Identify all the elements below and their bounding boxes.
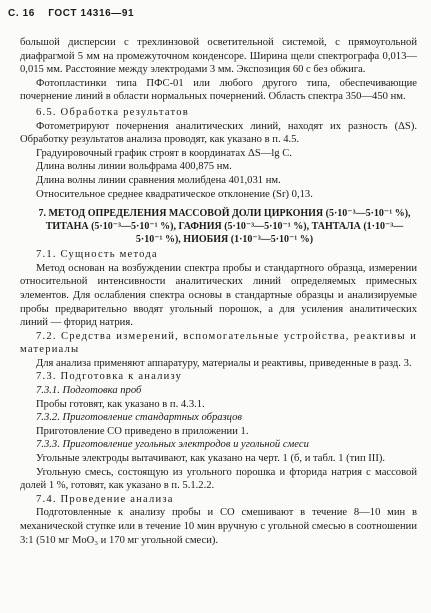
section-heading: 7.1. Сущность метода [36,249,158,261]
document-body [20,36,417,607]
paragraph: Градуировочный график строят в координатах ΔS—lg C. [36,147,292,159]
paragraph: Приготовление СО приведено в приложении 1. [36,425,249,437]
standard-code: ГОСТ 14316—91 [48,8,135,19]
paragraph: Угольную смесь, состоящую из угольного порошка и фторида натрия с массовой долей 1 %, готовят, как указано в п. 5.1.2.2. [20,466,417,492]
paragraph: большой дисперсии с трехлинзовой осветительной системой, с прямоугольной диафрагмой 5 мм на промежуточном конденсоре. Ширина щели спектрографа 0,013—0,015 мм. Расстояние между электродами 3 мм. Экспозиция 60 с без обжига. [20,37,417,76]
paragraph: Угольные электроды вытачивают, как указано на черт. 1 (б, и табл. 1 (тип III). [36,453,386,465]
page-header [8,8,144,24]
paragraph: Длина волны линии сравнения молибдена 401,031 нм. [36,174,281,186]
method-heading: 7. МЕТОД ОПРЕДЕЛЕНИЯ МАССОВОЙ ДОЛИ ЦИРКОНИЯ (5·10⁻³—5·10⁻¹ %), ТИТАНА (5·10⁻³—5·10⁻¹ %), ГАФНИЯ (5·10⁻³—5·10⁻¹ %), ТАНТАЛА (1·10⁻³—5·10⁻¹ %), НИОБИЯ (1·10⁻³—5·10⁻¹ %) [38,208,411,246]
section-heading: 7.2. Средства измерений, вспомогательные устройства, реактивы и материалы [20,330,417,356]
paragraph: Фотометрируют почернения аналитических линий, находят их разность (ΔS). Обработку результатов анализа проводят, как указано в п. 4.5. [20,120,417,146]
subsection-heading: 7.3.3. Приготовление угольных электродов и угольной смеси [36,439,309,451]
section-heading: 6.5. Обработка результатов [36,106,189,118]
section-heading: 7.3. Подготовка к анализу [36,371,183,383]
page-number: С. 16 [8,8,35,19]
paragraph: Относительное среднее квадратическое отклонение (Sr) 0,13. [36,188,313,200]
paragraph: Для анализа применяют аппаратуру, материалы и реактивы, приведенные в разд. 3. [36,357,412,369]
paragraph: Длина волны линии вольфрама 400,875 нм. [36,161,232,173]
paragraph: Подготовленные к анализу пробы и СО смешивают в течение 8—10 мин в механической ступке или в течение 10 мин вручную с угольной смесью в соотношении 3:1 (510 мг MoO₃ и 170 мг угольной смеси). [20,507,417,546]
subsection-heading: 7.3.1. Подготовка проб [36,385,142,397]
paragraph: Метод основан на возбуждении спектра пробы и стандартного образца, измерении относительной интенсивности аналитических линий определяемых примесных элементов. Для ослабления спектра основы в стандартные образцы и анализируемые пробы предварительно вводят угольный порошок, а для усиления аналитических линий — фторид натрия. [20,262,417,329]
paragraph: Фотопластинки типа ПФС-01 или любого другого типа, обеспечивающие почернение линий в области нормальных почернений. Область спектра 350—450 нм. [20,77,417,103]
paragraph: Пробы готовят, как указано в п. 4.3.1. [36,398,205,410]
section-heading: 7.4. Проведение анализа [36,493,174,505]
subsection-heading: 7.3.2. Приготовление стандартных образцов [36,412,243,424]
